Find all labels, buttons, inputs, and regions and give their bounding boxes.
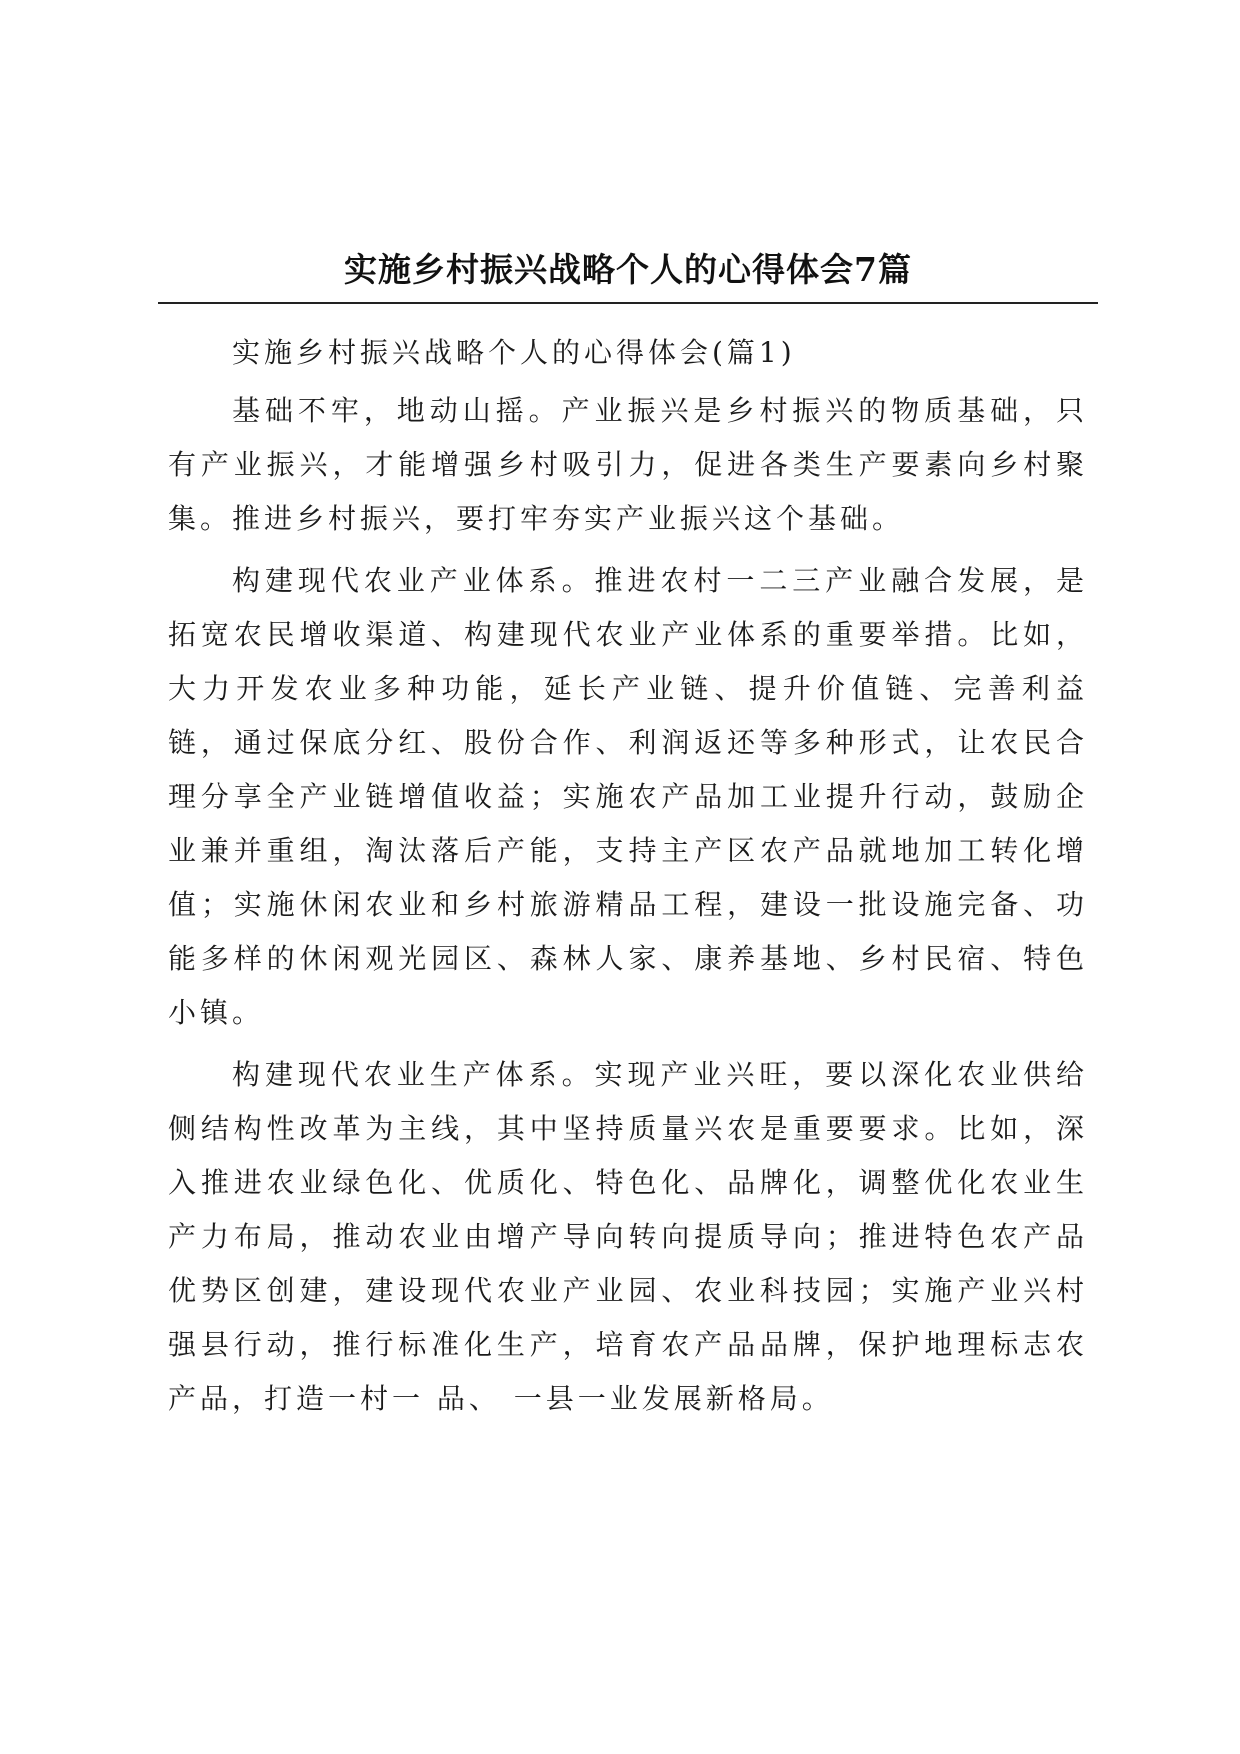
- document-body: [168, 326, 1088, 1434]
- title-underline: [158, 302, 1098, 304]
- paragraph-3: 构建现代农业生产体系。实现产业兴旺，要以深化农业供给侧结构性改革为主线，其中坚持质量兴农是重要要求。比如，深入推进农业绿色化、优质化、特色化、品牌化，调整优化农业生产力布局，推动农业由增产导向转向提质导向；推进特色农产品优势区创建，建设现代农业产业园、农业科技园；实施产业兴村强县行动，推行标准化生产，培育农产品品牌，保护地理标志农产品，打造一村一 品、 一县一业发展新格局。: [168, 1058, 1088, 1415]
- paragraph-2: 构建现代农业产业体系。推进农村一二三产业融合发展，是拓宽农民增收渠道、构建现代农业产业体系的重要举措。比如，大力开发农业多种功能，延长产业链、提升价值链、完善利益链，通过保底分红、股份合作、利润返还等多种形式，让农民合理分享全产业链增值收益；实施农产品加工业提升行动，鼓励企业兼并重组，淘汰落后产能，支持主产区农产品就地加工转化增值；实施休闲农业和乡村旅游精品工程，建设一批设施完备、功能多样的休闲观光园区、森林人家、康养基地、乡村民宿、特色小镇。: [168, 564, 1088, 1029]
- document-title: 实施乡村振兴战略个人的心得体会7篇: [344, 250, 912, 289]
- section-heading: 实施乡村振兴战略个人的心得体会(篇1): [232, 336, 796, 369]
- paragraph-1: 基础不牢，地动山摇。产业振兴是乡村振兴的物质基础，只有产业振兴，才能增强乡村吸引力，促进各类生产要素向乡村聚集。推进乡村振兴，要打牢夯实产业振兴这个基础。: [168, 394, 1088, 535]
